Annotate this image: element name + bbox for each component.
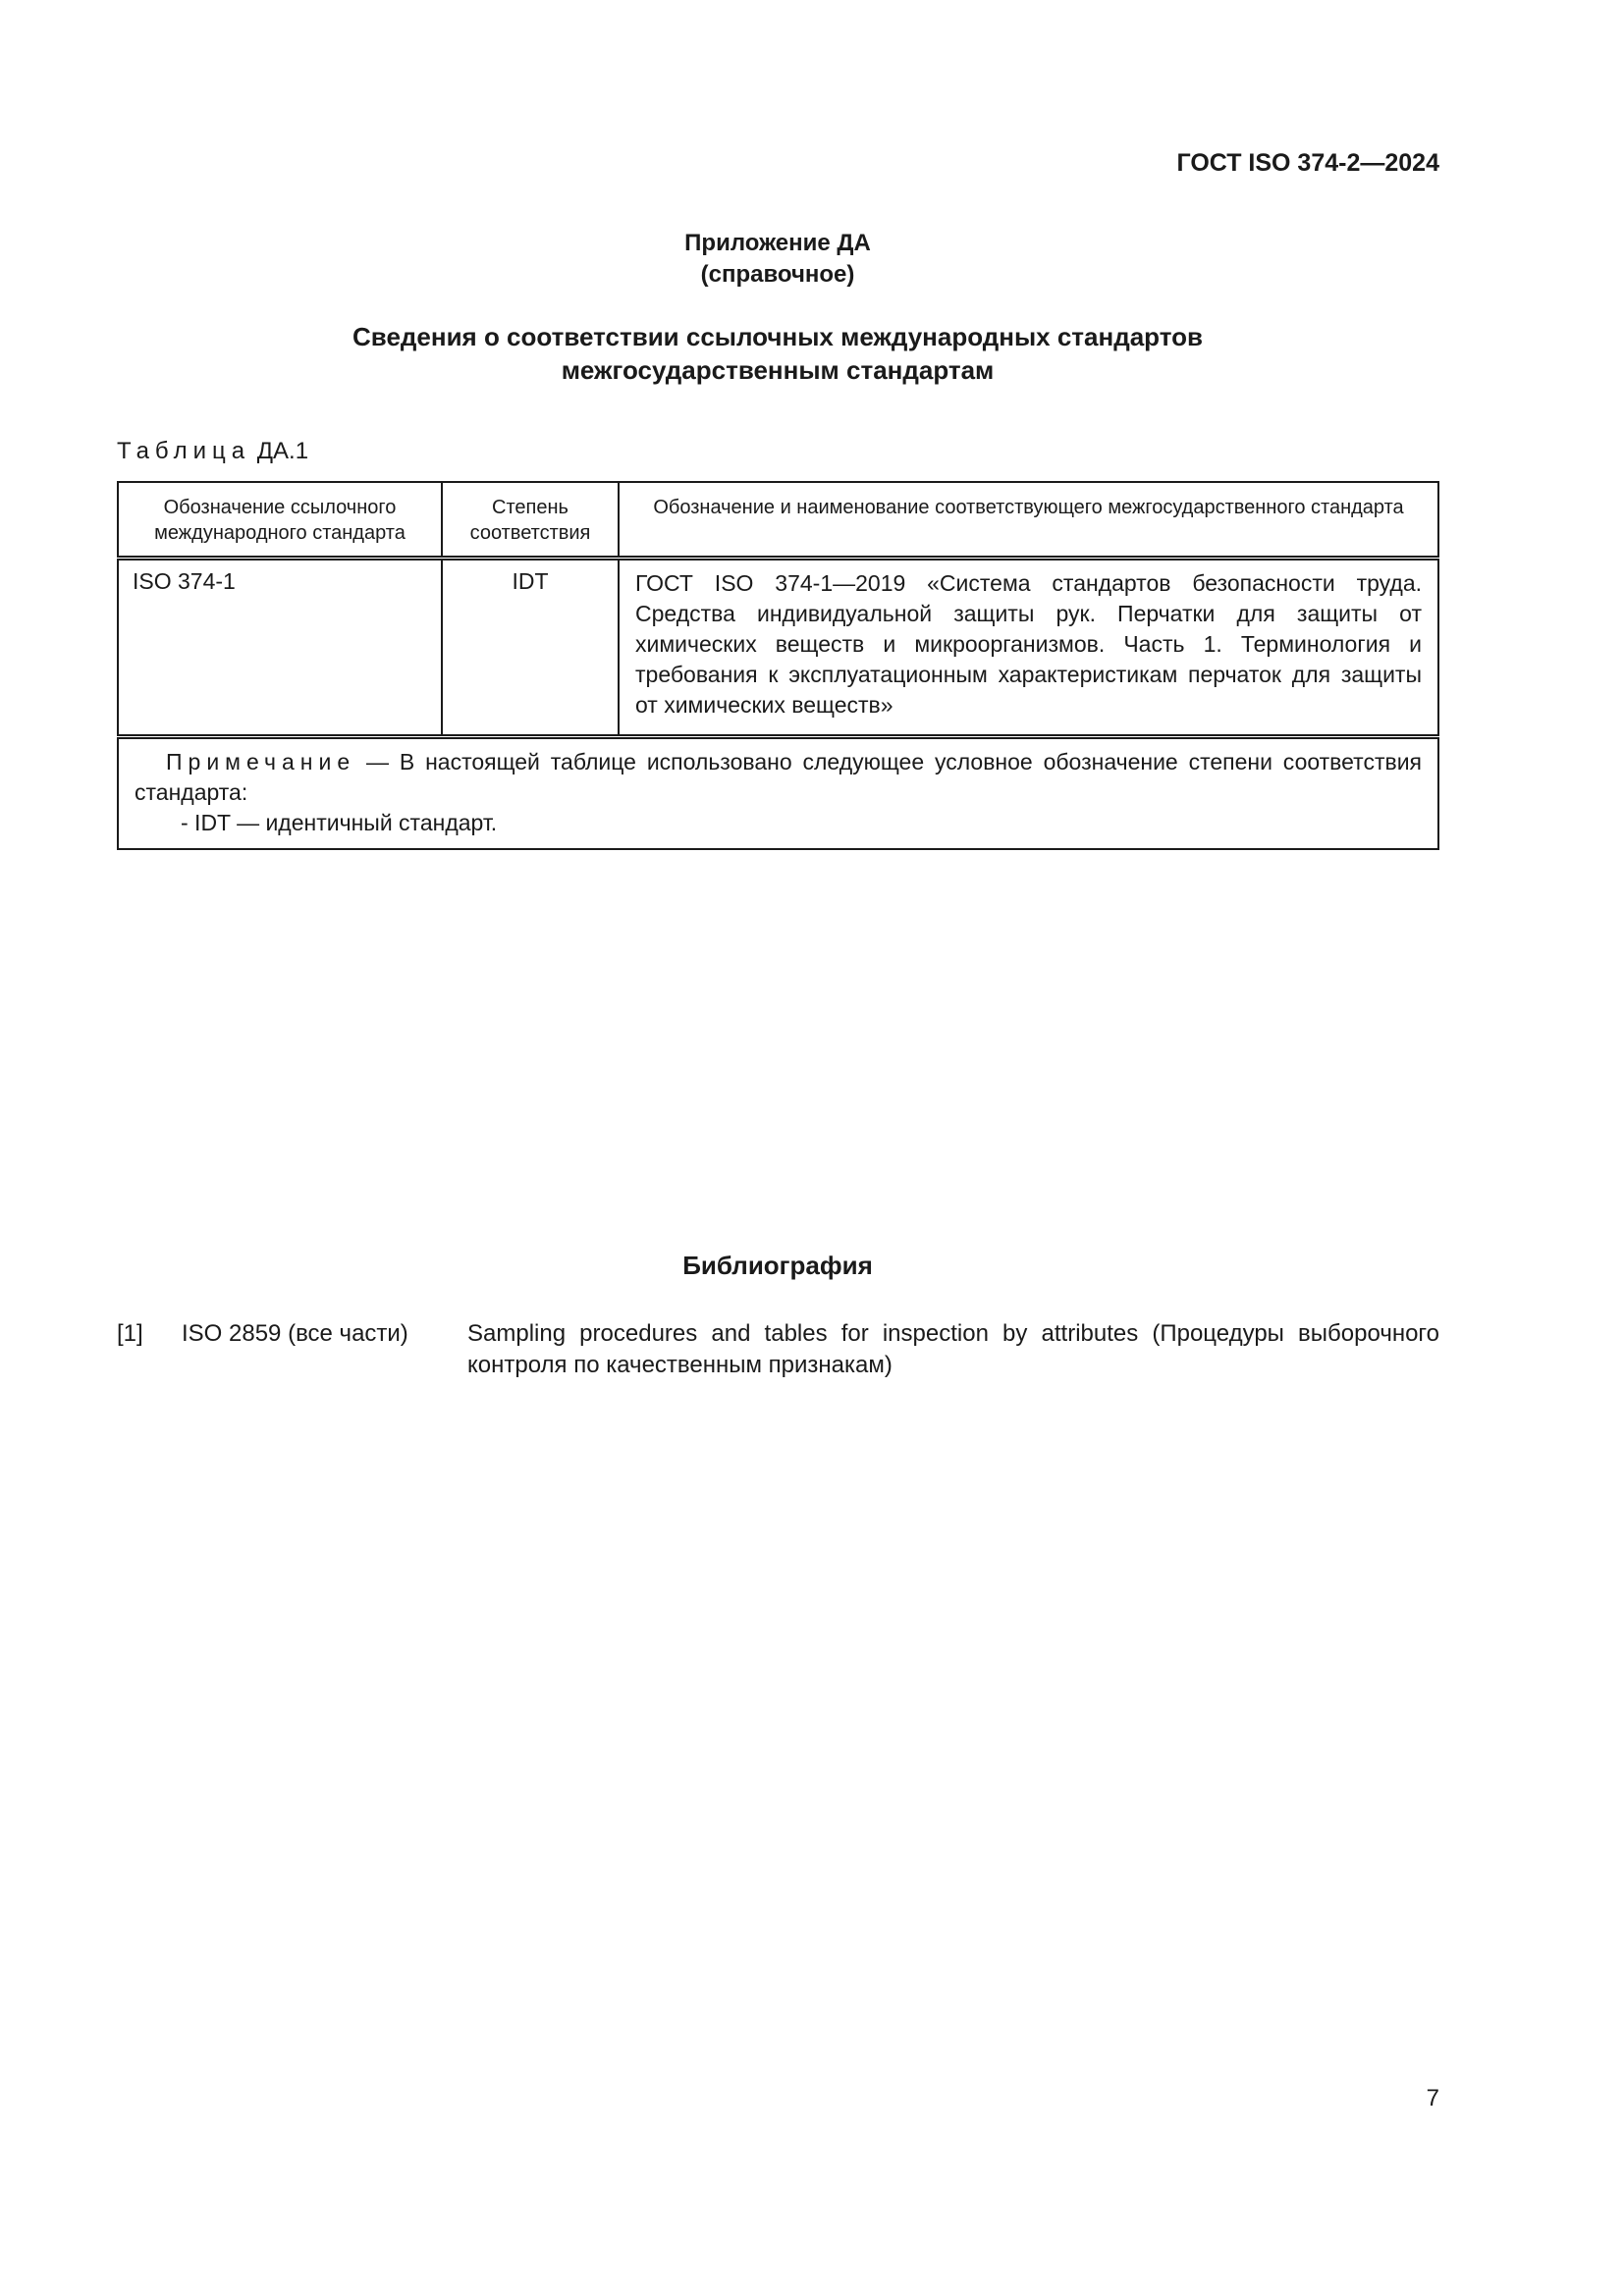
table-caption [117,438,308,465]
bibliography-title: Библиография [682,1251,873,1280]
annex-subtitle: (справочное) [700,261,855,288]
table-note-row [118,737,1438,850]
note-label: Примечание [166,749,356,774]
table-header-row [118,482,1438,559]
table-caption-word: Таблица [117,438,251,464]
note-list-item: - IDT — идентичный стандарт. [181,810,498,835]
document-code: ГОСТ ISO 374-2—2024 [1176,149,1439,177]
annex-heading-line-2: межгосударственным стандартам [561,355,995,385]
bibliography-entry [117,1318,1439,1381]
annex-title: Приложение ДА [684,230,871,256]
note-text: — В настоящей таблице использовано следующее условное обозначение степени соответствия стандарта: [135,749,1422,805]
column-header-national-standard: Обозначение и наименование соответствующего межгосударственного стандарта [619,482,1438,559]
column-header-degree: Степень соответствия [442,482,619,559]
annex-title-block [0,228,1555,291]
cell-national-standard: ГОСТ ISO 374-1—2019 «Система стандартов безопасности труда. Средства индивидуальной защиты рук. Перчатки для защиты от химических веществ и микроорганизмов. Часть 1. Терминология и требования к эксплуатационным характеристикам перчаток для защиты от химических веществ» [619,559,1438,737]
column-header-reference: Обозначение ссылочного международного стандарта [118,482,442,559]
annex-heading-line-1: Сведения о соответствии ссылочных международных стандартов [352,322,1203,351]
bibliography-entry-reference: ISO 2859 (все части) [182,1320,408,1347]
page-number: 7 [1426,2085,1439,2111]
bibliography-entry-number: [1] [117,1320,143,1347]
table-caption-number: ДА.1 [256,438,309,464]
cell-reference: ISO 374-1 [118,559,442,737]
cell-degree: IDT [442,559,619,737]
table-row [118,559,1438,737]
annex-heading [0,320,1555,387]
bibliography-entry-description: Sampling procedures and tables for inspection by attributes (Процедуры выборочного контроля по качественным признакам) [467,1320,1439,1378]
table-note [118,737,1438,850]
correspondence-table [117,481,1439,850]
